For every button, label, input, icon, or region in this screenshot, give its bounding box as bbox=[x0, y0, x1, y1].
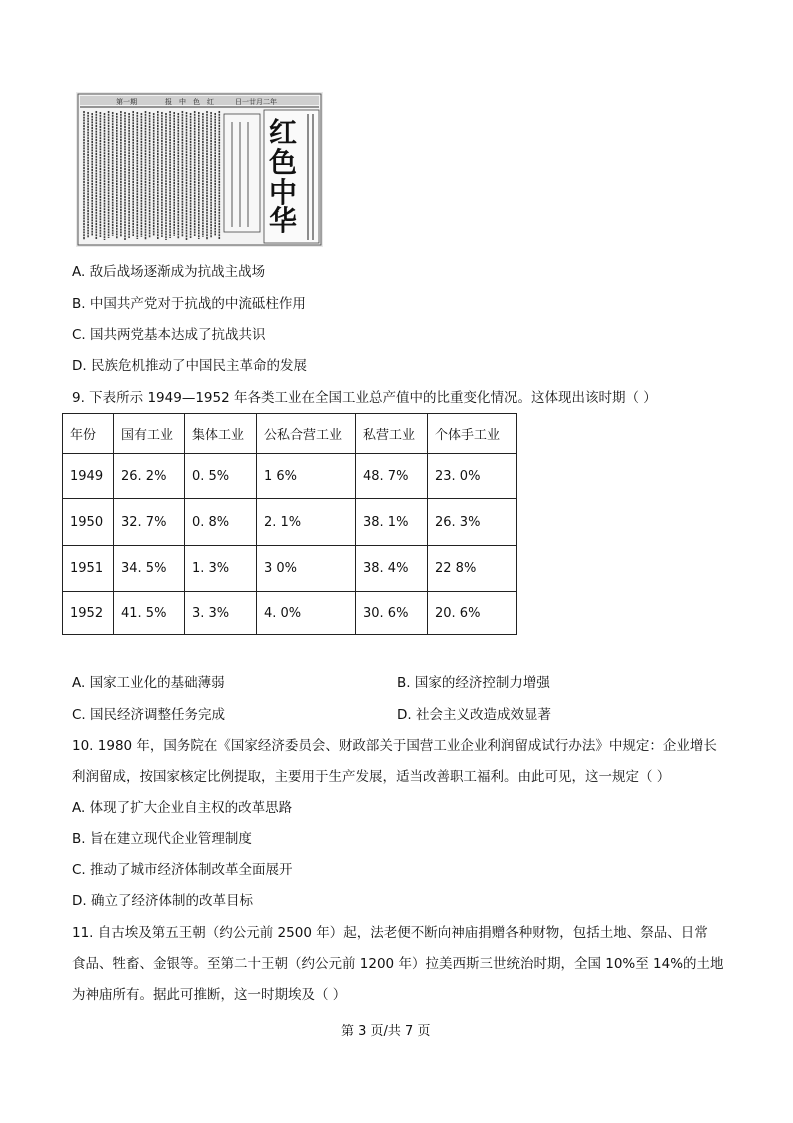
table-cell: 1952 bbox=[63, 592, 114, 635]
table-header-cell: 集体工业 bbox=[185, 414, 257, 454]
table-row bbox=[63, 454, 517, 499]
svg-text:红: 红 bbox=[269, 116, 298, 149]
q11-line2: 食品、牲畜、金银等。至第二十王朝（约公元前 1200 年）拉美西斯三世统治时期，全国 10%至 14%的土地 bbox=[72, 956, 724, 972]
table-cell: 22 8% bbox=[428, 546, 517, 592]
table-cell: 0. 5% bbox=[185, 454, 257, 499]
newspaper-image bbox=[76, 92, 323, 247]
table-header-cell: 年份 bbox=[63, 414, 114, 454]
table-cell: 26. 3% bbox=[428, 499, 517, 546]
svg-text:色: 色 bbox=[269, 146, 298, 179]
q11-line3: 为神庙所有。据此可推断，这一时期埃及（ ） bbox=[72, 987, 347, 1003]
q9-option-a: A. 国家工业化的基础薄弱 bbox=[72, 675, 225, 691]
q9-option-d: D. 社会主义改造成效显著 bbox=[397, 707, 551, 723]
table-cell: 38. 1% bbox=[356, 499, 428, 546]
table-row bbox=[63, 592, 517, 635]
table-cell: 1949 bbox=[63, 454, 114, 499]
page-footer: 第 3 页/共 7 页 bbox=[341, 1024, 431, 1039]
table-header-cell: 公私合营工业 bbox=[257, 414, 356, 454]
q8-option-d: D. 民族危机推动了中国民主革命的发展 bbox=[72, 358, 307, 374]
table-header-cell: 个体手工业 bbox=[428, 414, 517, 454]
q8-option-a: A. 敌后战场逐渐成为抗战主战场 bbox=[72, 264, 266, 280]
q10-stem-line1: 10. 1980 年，国务院在《国家经济委员会、财政部关于国营工业企业利润留成试行办法》中规定：企业增长 bbox=[72, 738, 717, 754]
table-cell: 34. 5% bbox=[114, 546, 185, 592]
table-cell: 32. 7% bbox=[114, 499, 185, 546]
svg-text:第一期 报 中 色 红 日一廿月二年: 第一期 报 中 色 红 日一廿月二年 bbox=[116, 98, 277, 106]
table-cell: 48. 7% bbox=[356, 454, 428, 499]
svg-text:华: 华 bbox=[269, 204, 298, 237]
q9-option-b: B. 国家的经济控制力增强 bbox=[397, 675, 550, 691]
q9-data-table bbox=[62, 413, 517, 635]
q9-stem: 9. 下表所示 1949—1952 年各类工业在全国工业总产值中的比重变化情况。这体现出该时期（ ） bbox=[72, 390, 657, 406]
q10-option-a: A. 体现了扩大企业自主权的改革思路 bbox=[72, 800, 293, 816]
q10-option-b: B. 旨在建立现代企业管理制度 bbox=[72, 831, 252, 847]
table-cell: 1. 3% bbox=[185, 546, 257, 592]
table-cell: 38. 4% bbox=[356, 546, 428, 592]
table-cell: 20. 6% bbox=[428, 592, 517, 635]
q8-option-c: C. 国共两党基本达成了抗战共识 bbox=[72, 327, 266, 343]
table-cell: 1 6% bbox=[257, 454, 356, 499]
table-cell: 26. 2% bbox=[114, 454, 185, 499]
table-row bbox=[63, 546, 517, 592]
table-cell: 2. 1% bbox=[257, 499, 356, 546]
q10-option-c: C. 推动了城市经济体制改革全面展开 bbox=[72, 862, 293, 878]
q9-option-c: C. 国民经济调整任务完成 bbox=[72, 707, 226, 723]
q11-line1: 11. 自古埃及第五王朝（约公元前 2500 年）起，法老便不断向神庙捐赠各种财物，包括土地、祭品、日常 bbox=[72, 925, 708, 941]
table-cell: 4. 0% bbox=[257, 592, 356, 635]
newspaper-illustration bbox=[76, 92, 323, 247]
table-cell: 23. 0% bbox=[428, 454, 517, 499]
newspaper-masthead bbox=[269, 116, 297, 237]
svg-text:中: 中 bbox=[269, 176, 298, 209]
table-cell: 1950 bbox=[63, 499, 114, 546]
table-header-row bbox=[63, 414, 517, 454]
table-cell: 3. 3% bbox=[185, 592, 257, 635]
table-header-cell: 私营工业 bbox=[356, 414, 428, 454]
table-row bbox=[63, 499, 517, 546]
table-header-cell: 国有工业 bbox=[114, 414, 185, 454]
table-cell: 41. 5% bbox=[114, 592, 185, 635]
q10-option-d: D. 确立了经济体制的改革目标 bbox=[72, 893, 253, 909]
q8-option-b: B. 中国共产党对于抗战的中流砥柱作用 bbox=[72, 296, 306, 312]
table-cell: 1951 bbox=[63, 546, 114, 592]
q10-stem-line2: 利润留成，按国家核定比例提取，主要用于生产发展，适当改善职工福利。由此可见，这一规定（ ） bbox=[72, 769, 671, 785]
table-cell: 30. 6% bbox=[356, 592, 428, 635]
table-cell: 0. 8% bbox=[185, 499, 257, 546]
table-cell: 3 0% bbox=[257, 546, 356, 592]
